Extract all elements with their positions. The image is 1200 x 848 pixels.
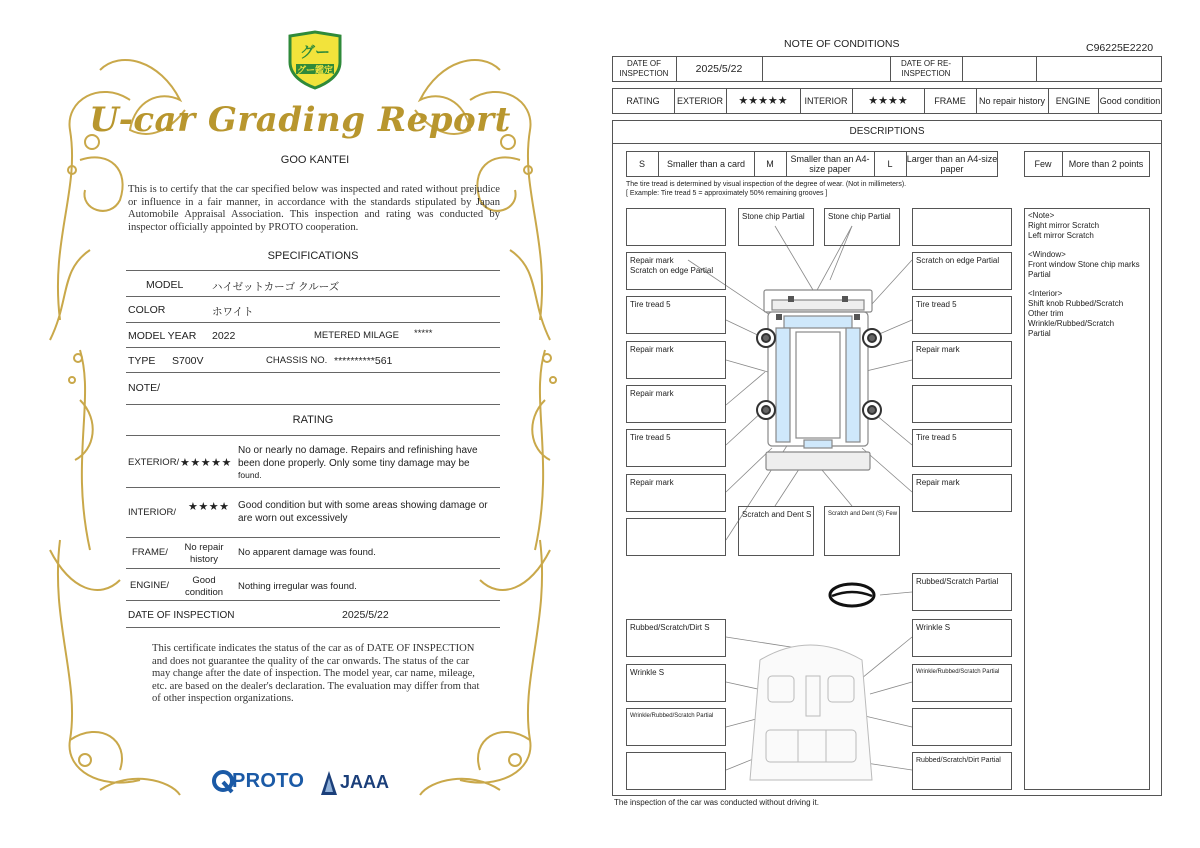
- rating-title: RATING: [292, 414, 334, 426]
- divider: [126, 372, 500, 373]
- frame-label: FRAME/: [132, 547, 168, 558]
- damage-box: [912, 208, 1012, 246]
- proto-logo-icon: [212, 770, 234, 794]
- tire-note: The tire tread is determined by visual inspection of the degree of wear. (Not in millimeters).: [626, 181, 907, 188]
- legend-m-desc: Smaller than an A4-size paper: [790, 154, 870, 174]
- damage-box: [626, 208, 726, 246]
- report-subtitle: GOO KANTEI: [280, 154, 350, 166]
- metered-milage-label: METERED MILAGE: [314, 330, 399, 341]
- exterior-label: EXTERIOR: [676, 96, 723, 106]
- inspection-date-value: 2025/5/22: [342, 609, 389, 621]
- engine-label: ENGINE: [1055, 96, 1091, 106]
- color-value: ホワイト: [212, 306, 254, 318]
- noc-footer: The inspection of the car was conducted without driving it.: [614, 798, 819, 807]
- damage-box: Tire tread 5: [912, 296, 1012, 334]
- exterior-label: EXTERIOR/: [128, 457, 180, 468]
- legend-few: Few: [1034, 159, 1052, 169]
- engine-value: Good condition: [184, 575, 224, 598]
- model-year-label: MODEL YEAR: [128, 330, 197, 342]
- damage-box: Tire tread 5: [626, 429, 726, 467]
- jaaa-logo-icon: [320, 770, 338, 796]
- damage-box: Wrinkle S: [912, 619, 1012, 657]
- damage-box: Stone chip Partial: [738, 208, 814, 246]
- proto-logo: PROTO: [232, 770, 305, 792]
- damage-box: [912, 385, 1012, 423]
- damage-box: Scratch on edge Partial: [912, 252, 1012, 290]
- goo-kantei-badge-icon: [286, 30, 344, 90]
- damage-box: Stone chip Partial: [824, 208, 900, 246]
- inspection-date-label: DATE OF INSPECTION: [128, 610, 235, 621]
- damage-box: Rubbed/Scratch Partial: [912, 573, 1012, 611]
- note-of-conditions: [600, 0, 1200, 848]
- ornament-left-mid-icon: [60, 340, 110, 560]
- exterior-description: No or nearly no damage. Repairs and refinishing have been done properly. Only some tiny damage may be: [238, 445, 478, 469]
- legend-m: M: [766, 159, 774, 169]
- damage-box: Repair mark: [912, 474, 1012, 512]
- note-line: Left mirror Scratch: [1028, 231, 1094, 240]
- damage-box: Wrinkle S: [626, 664, 726, 702]
- date-value: 2025/5/22: [695, 63, 743, 75]
- color-label: COLOR: [128, 304, 166, 316]
- legend-l: L: [887, 159, 893, 169]
- divider: [126, 296, 500, 297]
- frame-value: No repair history: [978, 96, 1046, 106]
- steering-wheel-icon: [830, 584, 874, 606]
- damage-box: Rubbed/Scratch/Dirt Partial: [912, 752, 1012, 790]
- note-line: Other trim: [1028, 309, 1064, 318]
- certificate-disclaimer: This certificate indicates the status of the car as of DATE OF INSPECTION and does not guarantee the quality of the car onwards. The status of the car may change after the date of inspection. The model year, car name, mileage, etc. are based on the dealer's declaration. The evaluation may differ from that of other inspection organizations.: [152, 643, 480, 704]
- noc-title: NOTE OF CONDITIONS: [784, 38, 900, 50]
- engine-description: Nothing irregular was found.: [238, 581, 357, 592]
- divider: [126, 270, 500, 271]
- interior-heading: <Interior>: [1028, 289, 1063, 298]
- note-line: Wrinkle/Rubbed/Scratch: [1028, 319, 1115, 328]
- exterior-stars: ★★★★★: [180, 457, 232, 469]
- damage-box: [626, 752, 726, 790]
- interior-stars: ★★★★: [188, 501, 230, 513]
- damage-box: Repair mark: [912, 341, 1012, 379]
- tire-example: [ Example: Tire tread 5 = approximately 50% remaining grooves ]: [626, 190, 828, 197]
- jaaa-logo: JAAA: [340, 772, 390, 792]
- rating-label: RATING: [626, 96, 660, 106]
- note-label: NOTE/: [128, 382, 161, 394]
- certificate-intro: This is to certify that the car specified below was inspected and rated without prejudice or influence in a fair manner, in accordance with the standards stipulated by Japan Automobile Appraisal Association. This inspection and rating was conducted by inspector officially appointed by PROTO cooperation.: [128, 184, 500, 233]
- damage-box: Repair mark: [626, 474, 726, 512]
- legend-few-desc: More than 2 points: [1068, 159, 1144, 169]
- damage-box: Wrinkle/Rubbed/Scratch Partial: [626, 708, 726, 746]
- note-heading: <Note>: [1028, 211, 1055, 220]
- damage-box: Repair mark: [626, 341, 726, 379]
- descriptions-title: DESCRIPTIONS: [612, 120, 1162, 144]
- frame-value: No repair history: [184, 542, 224, 565]
- chassis-value: **********561: [334, 355, 393, 367]
- damage-box: Tire tread 5: [912, 429, 1012, 467]
- note-line: Partial: [1028, 329, 1051, 338]
- divider: [126, 487, 500, 488]
- note-line: Front window Stone chip marks: [1028, 260, 1140, 269]
- interior-description: Good condition but with some areas showing damage or are worn out excessively: [238, 500, 488, 524]
- legend-s: S: [638, 159, 645, 169]
- damage-box: Tire tread 5: [626, 296, 726, 334]
- damage-box: Repair mark Scratch on edge Partial: [626, 252, 726, 290]
- metered-milage-value: *****: [414, 328, 433, 339]
- report-title: U-car Grading Report: [89, 100, 511, 140]
- model-label: MODEL: [146, 279, 184, 291]
- damage-box: Rubbed/Scratch/Dirt S: [626, 619, 726, 657]
- report-id: C96225E2220: [1086, 42, 1154, 54]
- damage-box: Scratch and Dent (S) Few: [824, 506, 900, 556]
- divider: [126, 322, 500, 323]
- chassis-label: CHASSIS NO.: [266, 355, 328, 366]
- specifications-title: SPECIFICATIONS: [267, 250, 359, 262]
- engine-value: Good condition: [1099, 96, 1161, 106]
- damage-box: Wrinkle/Rubbed/Scratch Partial: [912, 664, 1012, 702]
- divider: [126, 404, 500, 405]
- svg-text:グー鑑定: グー鑑定: [296, 66, 334, 76]
- window-heading: <Window>: [1028, 250, 1066, 259]
- interior-label: INTERIOR: [804, 96, 848, 106]
- date-label: DATE OF INSPECTION: [619, 59, 669, 78]
- type-label: TYPE: [128, 355, 156, 367]
- divider: [126, 347, 500, 348]
- interior-label: INTERIOR/: [128, 507, 177, 518]
- interior-stars: ★★★★: [868, 95, 908, 107]
- damage-box: [626, 518, 726, 556]
- note-line: Right mirror Scratch: [1028, 221, 1100, 230]
- divider: [126, 435, 500, 436]
- type-value: S700V: [172, 355, 204, 367]
- engine-label: ENGINE/: [130, 580, 170, 591]
- divider: [126, 537, 500, 538]
- note-line: Shift knob Rubbed/Scratch: [1028, 299, 1124, 308]
- frame-label: FRAME: [934, 96, 966, 106]
- model-year-value: 2022: [212, 330, 236, 342]
- frame-description: No apparent damage was found.: [238, 547, 376, 558]
- note-line: Partial: [1028, 270, 1051, 279]
- reinspection-label: DATE OF RE-INSPECTION: [900, 59, 952, 78]
- divider: [126, 568, 500, 569]
- divider: [126, 627, 500, 628]
- ornament-right-mid-icon: [515, 340, 565, 560]
- legend-s-desc: Smaller than a card: [666, 159, 746, 169]
- model-value: ハイゼットカーゴ クルーズ: [212, 281, 340, 293]
- damage-box: Scratch and Dent S: [738, 506, 814, 556]
- damage-box: Repair mark: [626, 385, 726, 423]
- divider: [126, 600, 500, 601]
- legend-l-desc: Larger than an A4-size paper: [906, 154, 998, 174]
- damage-box: [912, 708, 1012, 746]
- svg-text:グー: グー: [299, 43, 331, 61]
- exterior-description-tail: found.: [238, 470, 262, 480]
- exterior-stars: ★★★★★: [738, 95, 788, 107]
